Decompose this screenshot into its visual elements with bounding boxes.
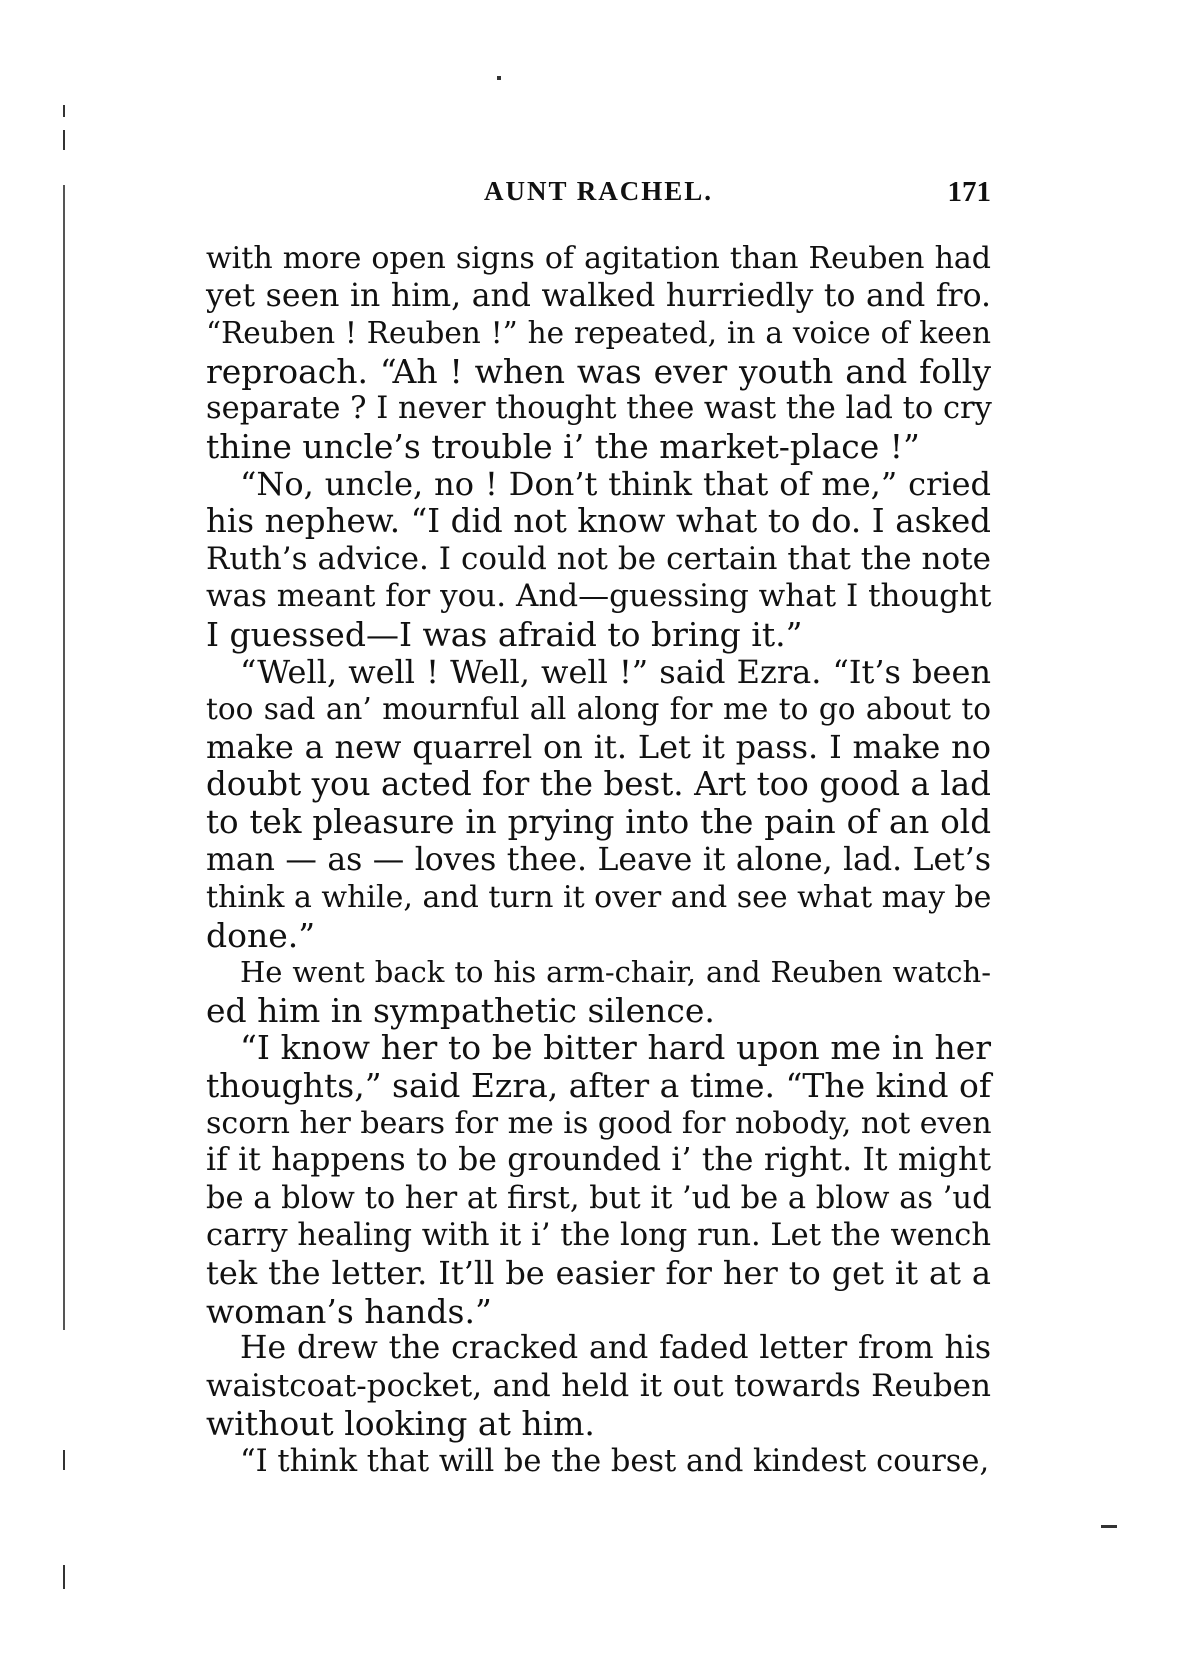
scan-mark [63, 185, 65, 1330]
text-line: ed him in sympathetic silence. [206, 990, 715, 1030]
page-header [206, 176, 991, 216]
text-line: thine uncle’s trouble i’ the market-place !” [206, 426, 920, 466]
text-line: too sad an’ mournful all along for me to go about to [206, 692, 991, 727]
text-line: waistcoat-pocket, and held it out towards Reuben [206, 1367, 991, 1404]
text-line: “Reuben ! Reuben !” he repeated, in a voice of keen [206, 316, 991, 351]
scan-mark [1101, 1525, 1117, 1528]
text-line: reproach. “Ah ! when was ever youth and folly [206, 351, 991, 391]
scan-mark [63, 1565, 65, 1589]
text-line: woman’s hands.” [206, 1291, 492, 1331]
text-line: if it happens to be grounded i’ the right. It might [206, 1142, 991, 1179]
text-line: was meant for you. And—guessing what I thought [206, 578, 992, 615]
text-line: thoughts,” said Ezra, after a time. “The kind of [206, 1066, 992, 1106]
text-line: tek the letter. It’ll be easier for her to get it at a [206, 1254, 991, 1293]
text-line: with more open signs of agitation than Reuben had [206, 241, 991, 276]
text-line: think a while, and turn it over and see what may be [206, 880, 992, 916]
text-line: scorn her bears for me is good for nobody, not even [206, 1105, 992, 1141]
scan-mark [63, 130, 65, 150]
page-number: 171 [947, 176, 991, 208]
text-line: I guessed—I was afraid to bring it.” [206, 614, 803, 654]
scan-mark [497, 76, 501, 80]
body-text [206, 240, 991, 1481]
text-line: without looking at him. [206, 1404, 595, 1444]
text-line: his nephew. “I did not know what to do. I asked [206, 502, 991, 541]
scan-mark [63, 105, 65, 117]
running-head: AUNT RACHEL. [483, 176, 714, 206]
text-line: yet seen in him, and walked hurriedly to and fro. [206, 277, 991, 314]
text-line: doubt you acted for the best. Art too good a lad [206, 765, 991, 804]
scan-mark [63, 1450, 65, 1470]
text-line: man — as — loves thee. Leave it alone, lad. Let’s [206, 841, 991, 878]
text-line: He drew the cracked and faded letter from his [240, 1330, 991, 1367]
text-line: make a new quarrel on it. Let it pass. I make no [206, 727, 991, 766]
text-line: separate ? I never thought thee wast the lad to cry [206, 391, 992, 427]
text-line: carry healing with it i’ the long run. Let the wench [206, 1218, 991, 1254]
text-line: “I think that will be the best and kindest course, [240, 1444, 990, 1479]
text-line: “Well, well ! Well, well !” said Ezra. “It’s been [240, 652, 991, 691]
text-line: be a blow to her at first, but it ’ud be a blow as ’ud [206, 1180, 992, 1216]
text-line: to tek pleasure in prying into the pain of an old [206, 802, 991, 841]
text-line: “I know her to be bitter hard upon me in her [240, 1028, 991, 1068]
text-line: Ruth’s advice. I could not be certain that the note [206, 540, 991, 577]
text-line: He went back to his arm-chair, and Reuben watch- [240, 955, 991, 990]
text-line: done.” [206, 915, 316, 955]
text-line: “No, uncle, no ! Don’t think that of me,” cried [240, 464, 991, 503]
